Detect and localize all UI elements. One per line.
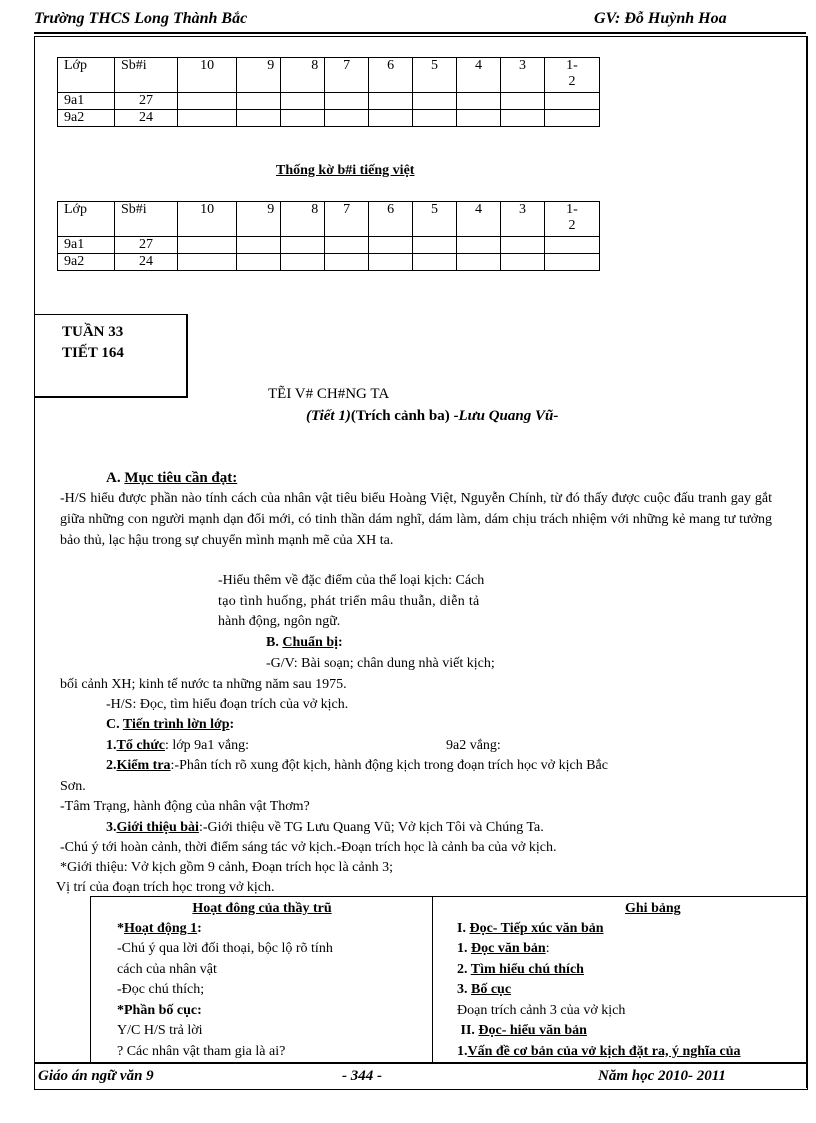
intro-note: *Giới thiệu: Vở kịch gồm 9 cảnh, Đoạn trích học là cảnh 3; [60,860,393,875]
subtitle-excerpt: (Trích cảnh ba) - [350,408,459,424]
section-c-title: Tiến trình lờn lớp [122,717,230,732]
step-text: :-Giới thiệu về TG Lưu Quang Vũ; Vở kịch Tôi và Chúng Ta. [198,820,544,835]
step-organize [106,736,249,756]
col-header: 9 [237,202,281,237]
section-b-prefix: B. [266,635,279,650]
left-column-header: Hoạt đông của thầy trũ [192,901,332,916]
header-school: Trường THCS Long Thành Bắc [34,10,248,27]
section-a-line: hành động, ngôn ngữ. [218,614,341,629]
col-header: 8 [281,58,325,93]
activity-title: Hoạt động 1 [124,921,198,936]
cell-count: 24 [115,254,178,271]
col-header: 5 [413,58,457,93]
board-prefix: II. [457,1023,479,1038]
step-label: Tổ chức [116,738,165,753]
activity-star: * [117,921,124,936]
grade-table-1 [57,57,600,127]
cell-count: 27 [115,237,178,254]
board-prefix: 1. [457,1043,468,1059]
right-column-header: Ghi bảng [625,901,681,916]
subtitle-author: Lưu Quang Vũ- [458,408,559,424]
board-prefix: 1. [457,941,471,956]
footer-page-number: - 344 - [342,1068,382,1084]
col-header: 4 [457,202,501,237]
table-row [58,93,600,110]
cell-count: 24 [115,110,178,127]
col-header: Lớp [58,58,115,93]
col-header: 3 [500,58,544,93]
col-header: Sb#i [115,58,178,93]
cell-class: 9a1 [58,237,115,254]
footer-right: Năm học 2010- 2011 [598,1068,726,1084]
board-suffix: : [545,941,550,956]
col-header: 3 [500,202,544,237]
section-c-heading [106,715,234,735]
step-label: Kiểm tra [116,758,171,773]
section-b-teacher: -G/V: Bài soạn; chân dung nhà viết kịch; [266,656,495,671]
lesson-subtitle [306,408,558,425]
activity-line: -Chú ý qua lời đối thoại, bộc lộ rõ tính [117,941,333,956]
table-row [58,237,600,254]
col-header: 7 [325,58,369,93]
lesson-table [90,896,807,1063]
footer-rule [34,1062,806,1064]
step-check-question: -Tâm Trạng, hành động của nhân vật Thơm? [60,799,310,814]
activity-line: cách của nhân vật [117,961,217,977]
table-header-row [58,58,600,93]
board-line [457,919,807,939]
section-b-student: -H/S: Đọc, tìm hiểu đoạn trích của vở kịch. [106,697,349,712]
board-text: Đọc văn bản [471,941,546,956]
col-header: 1- 2 [545,202,600,237]
header-teacher: GV: Đỗ Huỳnh Hoa [594,10,727,27]
col-header: 7 [325,202,369,237]
step-number: 3. [106,820,117,835]
section-a-paragraph: -H/S hiểu được phần nào tính cách của nhân vật tiêu biểu Hoàng Việt, Nguyễn Chính, từ đó thấy được cuộc đấu tranh gay gắt giữa những con người mạnh dạn đổi mới, có tinh thần dám nghĩ, dám làm, dám chịu trách nhiệm với những kẻ mang tư tưởng bảo thủ, lạc hậu trong sự chuyển mình mạnh mẽ của XH ta. [60,491,772,548]
board-line [457,960,807,981]
step-text: : lớp 9a1 vắng: [164,738,249,753]
col-header: 9 [237,58,281,93]
board-line: Đoạn trích cảnh 3 của vở kịch [457,1002,626,1018]
activity-colon: : [197,921,202,936]
section-b-title: Chuẩn bị [282,635,338,650]
col-header: Lớp [58,202,115,237]
table-row [58,110,600,127]
lesson-label: TIẾT 164 [62,345,124,361]
step-intro [106,818,544,838]
step-check-cont: Sơn. [60,779,86,794]
board-prefix: 2. [457,961,471,977]
cell-class: 9a2 [58,110,115,127]
step-number: 2. [106,758,117,773]
activity-line: -Đọc chú thích; [117,982,205,997]
table-header-row [58,202,600,237]
col-header: 5 [413,202,457,237]
activity-line: Y/C H/S trả lời [117,1023,203,1038]
footer-left: Giáo án ngữ văn 9 [38,1068,154,1084]
lesson-table-divider [432,897,433,1063]
section-a-prefix: A. [106,470,121,486]
col-header: 4 [457,58,501,93]
activity-line: ? Các nhân vật tham gia là ai? [117,1043,286,1059]
lesson-left-column [117,899,427,1062]
board-prefix: 3. [457,982,471,997]
table-2-title: Thống kờ b#i tiếng việt [276,163,415,178]
board-line [457,1021,807,1042]
intro-note: -Chú ý tới hoàn cảnh, thời điểm sáng tác vở kịch.-Đoạn trích học là cảnh ba của vở kịch. [60,840,557,855]
section-b-heading [266,633,343,653]
absent-9a2: 9a2 vắng: [446,738,501,753]
board-line [457,980,807,1001]
grade-table-2 [57,201,600,271]
section-c-colon: : [229,717,235,732]
week-label: TUẦN 33 [62,324,124,340]
section-a-heading [106,470,237,487]
section-b-teacher-cont: bối cảnh XH; kinh tế nước ta những năm sau 1975. [60,677,347,692]
cell-count: 27 [115,93,178,110]
board-text: Đọc- Tiếp xúc văn bản [469,921,604,936]
col-header: 10 [178,58,237,93]
board-text: Tìm hiểu chú thích [470,961,584,977]
step-label: Giới thiệu bài [116,820,199,835]
board-line [457,939,807,960]
lesson-title: TẼI V# CH#NG TA [268,386,390,402]
col-header: 6 [369,202,413,237]
activity-line: *Phần bố cục: [117,1002,202,1018]
table-row [58,254,600,271]
section-a-title: Mục tiêu cần đạt: [124,470,238,486]
lesson-right-column [457,899,807,1062]
intro-note: Vị trí của đoạn trích học trong vở kịch. [56,880,275,895]
cell-class: 9a2 [58,254,115,271]
col-header: Sb#i [115,202,178,237]
header-rule [34,32,806,34]
step-number: 1. [106,738,117,753]
board-prefix: I. [457,921,470,936]
section-a-line: tạo tình huống, phát triển mâu thuẫn, diễn tả [218,594,480,609]
board-text: Vấn đề cơ bản của vở kịch đặt ra, ý nghĩa của [467,1043,741,1059]
section-c-prefix: C. [106,717,120,732]
section-b-colon: : [338,635,343,650]
col-header: 10 [178,202,237,237]
subtitle-part: (Tiết 1) [306,408,351,424]
col-header: 1- 2 [545,58,600,93]
step-text: :-Phân tích rõ xung đột kịch, hành động kịch trong đoạn trích học vở kịch Bắc [170,758,608,773]
cell-class: 9a1 [58,93,115,110]
board-line [457,1042,807,1063]
board-text: Đọc- hiểu văn bản [478,1023,587,1038]
board-text: Bố cục [471,982,512,997]
section-a-line: -Hiểu thêm về đặc điểm của thể loại kịch: Cách [218,573,485,588]
step-check [106,756,608,776]
col-header: 8 [281,202,325,237]
activity-1-heading [117,919,427,939]
col-header: 6 [369,58,413,93]
